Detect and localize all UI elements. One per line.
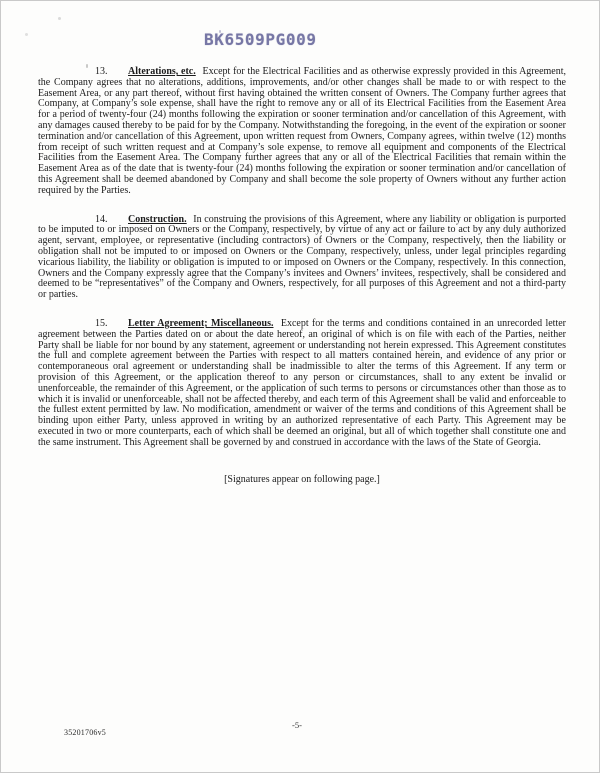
paragraph-number: 13. [95, 66, 108, 77]
page-number: -5- [292, 720, 302, 730]
scan-speck [25, 33, 28, 36]
paragraph-heading: Letter Agreement; Miscellaneous. [128, 317, 274, 329]
paragraph-text: Except for the terms and conditions contained in an unrecorded letter agreement between the Parties dated on or about the date hereof, an original of which is on file with each of the Parties, neither Party shall be liable for nor bound by any statement, agreement or understanding not herein expressed. This Agreement constitutes the full and complete agreement between the Parties with respect to all matters contained herein, and evidence of any prior or contemporaneous oral agreement or understanding shall be inadmissible to alter the terms of this Agreement. If any term or provision of this Agreement, or the application thereof to any person or circumstances, shall to any extent be invalid or unenforceable, the remainder of this Agreement, or the application of such terms to persons or circumstances other than those as to which it is invalid or unenforceable, shall not be affected thereby, and each term of this Agreement shall be valid and enforceable to the fullest extent permitted by law. No modification, amendment or waiver of the terms and conditions of this Agreement shall be binding upon either Party, unless approved in writing by an authorized representative of each Party. This Agreement may be executed in two or more counterparts, each of which shall be deemed an original, but all of which together shall constitute one and the same instrument. This Agreement shall be governed by and construed in accordance with the laws of the State of Georgia. [38, 317, 566, 448]
paragraph-15-letter-agreement [38, 319, 566, 449]
scan-speck [58, 17, 61, 20]
book-page-stamp: BK6509PG009 [204, 30, 317, 49]
paragraph-text: In construing the provisions of this Agreement, where any liability or obligation is purported to be imputed to or imposed on Owners or the Company, respectively, by virtue of any act or failure to act by any duly authorized agent, servant, employee, or representative (including contractors) of Owners or the Company, respectively, then the liability or obligation shall not be imputed to or imposed on Owners or the Company, respectively, unless, under legal principles regarding vicarious liability, the liability or obligation is imputed to or imposed on Owners or the Company, respectively. In this connection, Owners and the Company expressly agree that the Company’s invitees and Owners’ invitees, respectively, shall be considered and deemed to be “representatives” of the Company and Owners, respectively, for all purposes of this Agreement and not a third-party or parties. [38, 213, 566, 301]
paragraph-13-alterations [38, 67, 566, 197]
paragraph-text: Except for the Electrical Facilities and as otherwise expressly provided in this Agreement, the Company agrees that no alterations, additions, improvements, and/or other changes shall be made to or with respect to the Easement Area, or any part thereof, without first having obtained the written consent of Owners. The Company further agrees that Company, at Company’s sole expense, shall have the right to remove any or all of its Electrical Facilities from the Easement Area for a period of twenty-four (24) months following the expiration or sooner termination and/or cancellation of this Agreement, with any damages caused thereby to be paid for by the Company. Notwithstanding the foregoing, in the event of the expiration or sooner termination and/or cancellation of this Agreement, upon written request from Owners, Company agrees, within twelve (12) months from receipt of such written request and at Company’s sole expense, to remove all equipment and components of the Electrical Facilities from the Easement Area. The Company further agrees that any or all of the Electrical Facilities that remain within the Easement Area as of the date that is twenty-four (24) months following the expiration or sooner termination and/or cancellation of this Agreement shall be deemed abandoned by Company and shall become the sole property of Owners without any further action required by the Parties. [38, 66, 567, 196]
document-id: 35201706v5 [64, 728, 106, 737]
paragraph-heading: Alterations, etc. [128, 66, 196, 77]
paragraph-number: 14. [95, 213, 108, 225]
document-body [38, 67, 566, 485]
paragraph-number: 15. [95, 317, 108, 329]
paragraph-heading: Construction. [128, 213, 187, 225]
signatures-note: [Signatures appear on following page.] [224, 473, 380, 485]
paragraph-14-construction [38, 215, 566, 301]
